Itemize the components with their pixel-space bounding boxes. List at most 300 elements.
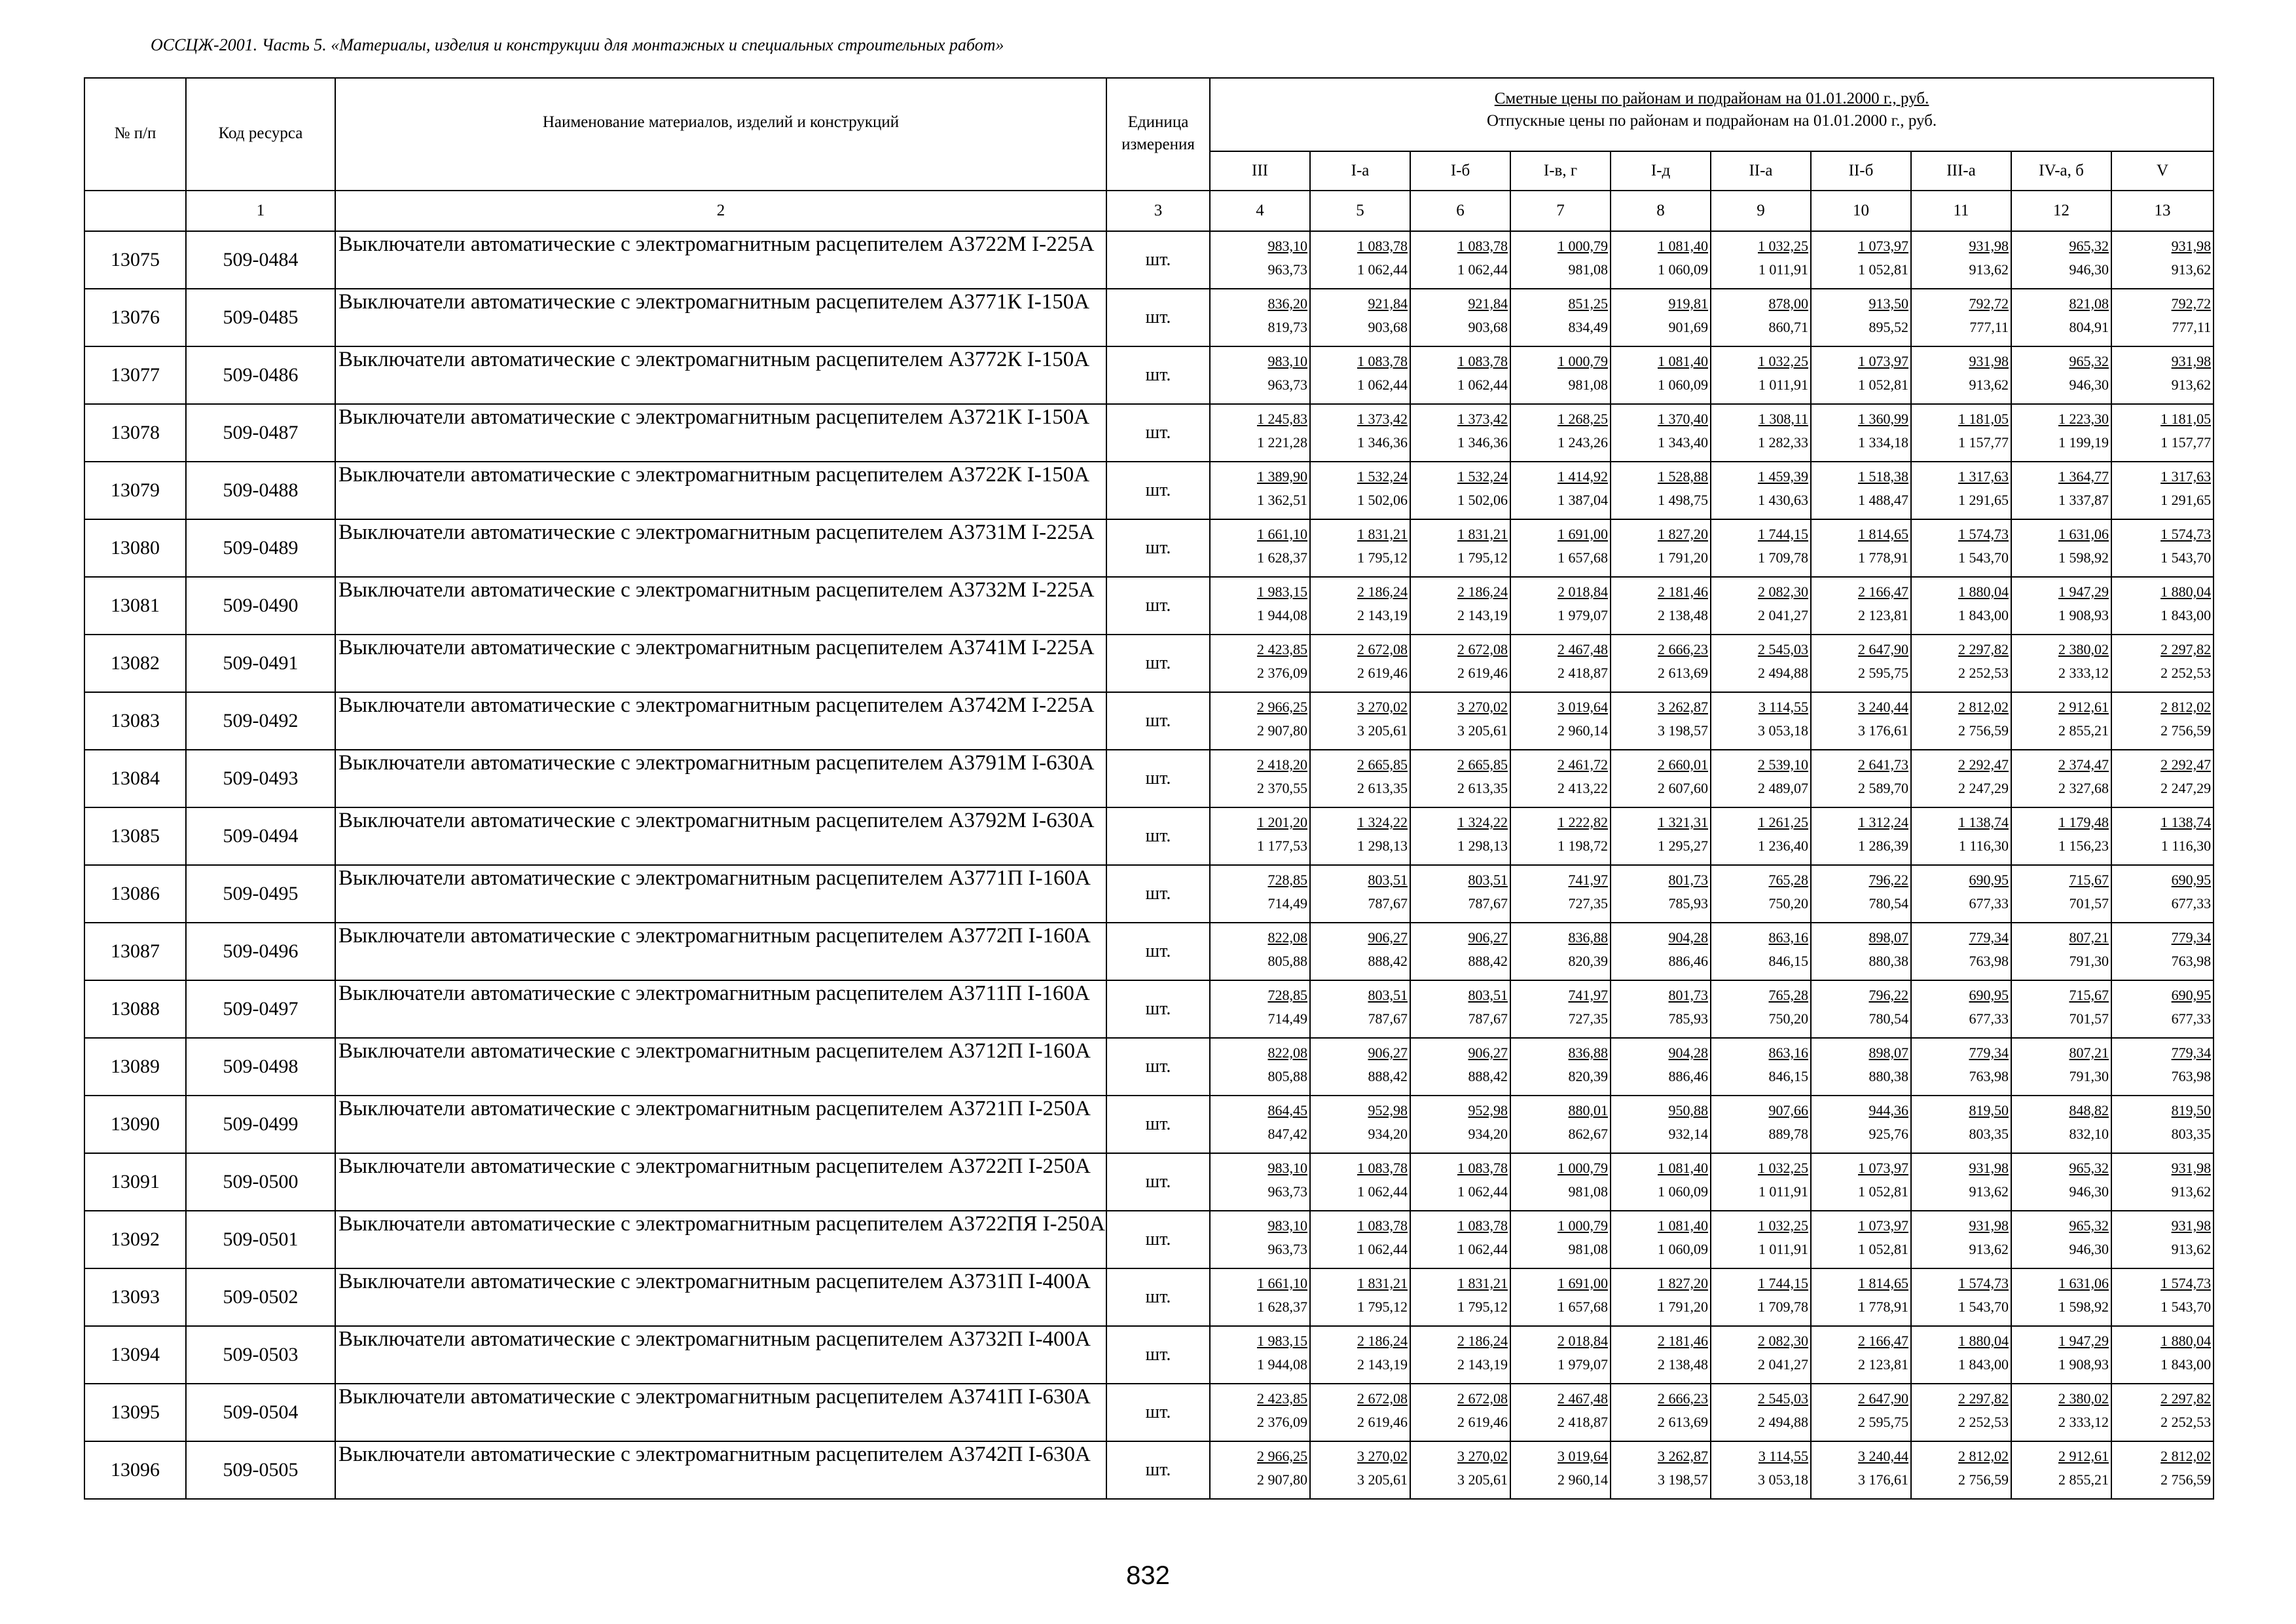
estimate-price: 931,98 [1969, 1217, 2009, 1234]
region-header: I-в, г [1510, 151, 1611, 191]
price-cell [2011, 980, 2111, 1038]
release-price: 1 502,06 [1357, 492, 1408, 508]
release-price: 2 143,19 [1357, 607, 1408, 623]
estimate-price: 1 081,40 [1658, 1217, 1708, 1234]
estimate-price: 2 672,08 [1457, 1390, 1508, 1407]
price-cell [1410, 980, 1510, 1038]
price-cell [1911, 865, 2011, 923]
release-price: 846,15 [1768, 1068, 1808, 1084]
estimate-price: 822,08 [1267, 929, 1307, 946]
resource-code: 509-0505 [186, 1441, 335, 1499]
estimate-price: 931,98 [1969, 1160, 2009, 1176]
resource-code: 509-0497 [186, 980, 335, 1038]
release-price: 2 138,48 [1658, 1356, 1708, 1373]
price-cell [1911, 635, 2011, 692]
release-price: 2 619,46 [1457, 1414, 1508, 1430]
release-price: 2 619,46 [1457, 665, 1508, 681]
release-price: 1 843,00 [2160, 607, 2212, 623]
release-price: 886,46 [1668, 1068, 1708, 1084]
release-price: 727,35 [1568, 895, 1608, 912]
price-cell [1410, 1211, 1510, 1268]
release-price: 901,69 [1668, 319, 1708, 335]
price-cell [1310, 577, 1410, 635]
column-number-blank [84, 191, 186, 231]
release-price: 1 346,36 [1357, 434, 1408, 451]
release-price: 1 052,81 [1858, 377, 1908, 393]
estimate-price: 1 081,40 [1658, 238, 1708, 254]
release-price: 1 052,81 [1858, 1183, 1908, 1200]
release-price: 963,73 [1267, 1241, 1307, 1257]
estimate-price: 2 641,73 [1858, 756, 1908, 773]
release-price: 1 843,00 [2160, 1356, 2212, 1373]
column-number: 1 [186, 191, 335, 231]
resource-code: 509-0486 [186, 346, 335, 404]
release-price: 963,73 [1267, 261, 1307, 278]
release-price: 677,33 [1969, 895, 2009, 912]
unit-cell: шт. [1106, 1384, 1210, 1441]
estimate-price: 1 181,05 [2160, 411, 2212, 427]
price-cell [1510, 1326, 1611, 1384]
price-cell [1911, 807, 2011, 865]
row-number: 13096 [84, 1441, 186, 1499]
region-header: III [1210, 151, 1310, 191]
price-cell [1210, 462, 1310, 519]
price-cell [1911, 519, 2011, 577]
estimate-price: 803,51 [1468, 987, 1508, 1003]
estimate-price: 2 666,23 [1658, 641, 1708, 657]
price-cell [2011, 1038, 2111, 1096]
material-name: Выключатели автоматические с электромагнитным расцепителем А3772К I-150А [335, 346, 1106, 404]
estimate-price: 821,08 [2069, 295, 2109, 312]
estimate-price: 2 292,47 [2160, 756, 2212, 773]
material-name: Выключатели автоматические с электромагнитным расцепителем А3731П I-400А [335, 1268, 1106, 1326]
release-price: 2 595,75 [1858, 665, 1908, 681]
estimate-price: 848,82 [2069, 1102, 2109, 1118]
material-name: Выключатели автоматические с электромагнитным расцепителем А3721П I-250А [335, 1096, 1106, 1153]
column-number: 7 [1510, 191, 1611, 231]
price-cell [1611, 923, 1711, 980]
row-number: 13093 [84, 1268, 186, 1326]
release-price: 2 756,59 [1958, 722, 2009, 739]
estimate-price: 690,95 [1969, 987, 2009, 1003]
release-price: 1 177,53 [1257, 838, 1307, 854]
release-price: 785,93 [1668, 895, 1708, 912]
estimate-price: 792,72 [2171, 295, 2212, 312]
release-price: 903,68 [1368, 319, 1408, 335]
price-cell [1210, 1153, 1310, 1211]
row-number: 13088 [84, 980, 186, 1038]
price-cell [1410, 1153, 1510, 1211]
release-price: 763,98 [2171, 953, 2212, 969]
estimate-price: 965,32 [2069, 1217, 2109, 1234]
material-name: Выключатели автоматические с электромагнитным расцепителем А3732П I-400А [335, 1326, 1106, 1384]
price-cell [2111, 1096, 2214, 1153]
release-price: 1 011,91 [1758, 377, 1808, 393]
estimate-price: 983,10 [1267, 1160, 1307, 1176]
release-price: 981,08 [1568, 261, 1608, 278]
price-cell [2011, 865, 2111, 923]
row-number: 13092 [84, 1211, 186, 1268]
table-row [84, 346, 2214, 404]
release-price: 946,30 [2069, 377, 2109, 393]
unit-cell: шт. [1106, 462, 1210, 519]
price-cell [2111, 1441, 2214, 1499]
release-price: 791,30 [2069, 1068, 2109, 1084]
price-cell [1410, 807, 1510, 865]
release-price: 963,73 [1267, 377, 1307, 393]
release-price: 1 498,75 [1658, 492, 1708, 508]
resource-code: 509-0502 [186, 1268, 335, 1326]
release-price: 1 062,44 [1357, 377, 1408, 393]
release-price: 889,78 [1768, 1126, 1808, 1142]
unit-cell: шт. [1106, 1441, 1210, 1499]
estimate-price: 898,07 [1868, 1044, 1908, 1061]
estimate-price: 3 270,02 [1457, 1448, 1508, 1464]
estimate-price: 1 081,40 [1658, 353, 1708, 369]
release-price: 780,54 [1868, 1010, 1908, 1027]
price-cell [1711, 923, 1811, 980]
release-price: 1 221,28 [1257, 434, 1307, 451]
price-cell [1811, 1096, 1911, 1153]
release-price: 1 346,36 [1457, 434, 1508, 451]
estimate-price: 2 297,82 [1958, 1390, 2009, 1407]
release-price: 1 543,70 [1958, 1299, 2009, 1315]
release-price: 1 060,09 [1658, 1183, 1708, 1200]
price-cell [1611, 346, 1711, 404]
table-row [84, 980, 2214, 1038]
price-cell [1811, 404, 1911, 462]
release-price: 3 205,61 [1457, 1471, 1508, 1488]
estimate-price: 3 114,55 [1758, 1448, 1808, 1464]
release-price: 925,76 [1868, 1126, 1908, 1142]
release-price: 1 062,44 [1457, 1241, 1508, 1257]
price-cell [1911, 231, 2011, 289]
price-cell [2111, 404, 2214, 462]
table-row [84, 1441, 2214, 1499]
price-cell [1410, 1326, 1510, 1384]
price-cell [1410, 346, 1510, 404]
table-row [84, 462, 2214, 519]
estimate-price: 1 073,97 [1858, 353, 1908, 369]
resource-code: 509-0496 [186, 923, 335, 980]
region-header: I-д [1611, 151, 1711, 191]
price-cell [1811, 1211, 1911, 1268]
release-price: 1 791,20 [1658, 549, 1708, 566]
price-cell [1510, 519, 1611, 577]
header-name: Наименование материалов, изделий и конструкций [335, 78, 1106, 191]
material-name: Выключатели автоматические с электромагнитным расцепителем А3742М I-225А [335, 692, 1106, 750]
release-price: 1 791,20 [1658, 1299, 1708, 1315]
release-price: 1 778,91 [1858, 549, 1908, 566]
price-cell [1210, 1441, 1310, 1499]
release-price: 981,08 [1568, 1241, 1608, 1257]
release-price: 2 619,46 [1357, 1414, 1408, 1430]
release-price: 677,33 [2171, 1010, 2212, 1027]
release-price: 805,88 [1267, 953, 1307, 969]
price-cell [1310, 1211, 1410, 1268]
release-price: 2 143,19 [1357, 1356, 1408, 1373]
price-cell [1711, 462, 1811, 519]
row-number: 13083 [84, 692, 186, 750]
resource-code: 509-0495 [186, 865, 335, 923]
estimate-price: 3 262,87 [1658, 1448, 1708, 1464]
price-cell [1711, 1326, 1811, 1384]
price-cell [1811, 346, 1911, 404]
price-cell [1711, 1384, 1811, 1441]
estimate-price: 906,27 [1468, 1044, 1508, 1061]
release-price: 1 362,51 [1257, 492, 1307, 508]
estimate-price: 1 000,79 [1558, 1217, 1608, 1234]
release-price: 1 598,92 [2058, 1299, 2109, 1315]
release-price: 1 062,44 [1357, 261, 1408, 278]
release-price: 787,67 [1468, 895, 1508, 912]
table-row [84, 231, 2214, 289]
estimate-price: 1 083,78 [1357, 353, 1408, 369]
release-price: 846,15 [1768, 953, 1808, 969]
unit-cell: шт. [1106, 1038, 1210, 1096]
price-cell [1711, 807, 1811, 865]
price-cell [1510, 635, 1611, 692]
price-cell [1711, 1441, 1811, 1499]
release-price: 2 252,53 [1958, 1414, 2009, 1430]
price-cell [1210, 1038, 1310, 1096]
release-price: 1 502,06 [1457, 492, 1508, 508]
material-name: Выключатели автоматические с электромагнитным расцепителем А3732М I-225А [335, 577, 1106, 635]
release-price: 895,52 [1868, 319, 1908, 335]
price-cell [1611, 1268, 1711, 1326]
price-cell [1410, 1268, 1510, 1326]
price-cell [1310, 635, 1410, 692]
estimate-price: 907,66 [1768, 1102, 1808, 1118]
price-cell [1611, 1326, 1711, 1384]
price-cell [1711, 635, 1811, 692]
table-row [84, 635, 2214, 692]
estimate-price: 863,16 [1768, 929, 1808, 946]
release-price: 787,67 [1468, 1010, 1508, 1027]
estimate-price: 819,50 [2171, 1102, 2212, 1118]
estimate-price: 1 532,24 [1357, 468, 1408, 485]
price-cell [1811, 231, 1911, 289]
price-cell [1210, 865, 1310, 923]
price-cell [1611, 1153, 1711, 1211]
price-cell [1310, 750, 1410, 807]
price-cell [1711, 865, 1811, 923]
estimate-price: 3 270,02 [1357, 1448, 1408, 1464]
price-cell [1611, 1384, 1711, 1441]
release-price: 805,88 [1267, 1068, 1307, 1084]
unit-cell: шт. [1106, 807, 1210, 865]
table-row [84, 1326, 2214, 1384]
price-cell [1611, 1211, 1711, 1268]
estimate-price: 779,34 [2171, 929, 2212, 946]
price-cell [1510, 750, 1611, 807]
price-cell [2011, 1384, 2111, 1441]
release-price: 2 855,21 [2058, 722, 2109, 739]
estimate-price: 2 018,84 [1558, 583, 1608, 600]
release-price: 913,62 [1969, 1183, 2009, 1200]
price-cell [2111, 635, 2214, 692]
release-price: 1 156,23 [2058, 838, 2109, 854]
price-cell [1811, 577, 1911, 635]
price-cell [1911, 289, 2011, 346]
price-cell [2111, 750, 2214, 807]
release-price: 1 060,09 [1658, 377, 1708, 393]
release-price: 2 613,35 [1357, 780, 1408, 796]
row-number: 13075 [84, 231, 186, 289]
release-price: 803,35 [2171, 1126, 2212, 1142]
estimate-price: 906,27 [1368, 929, 1408, 946]
price-cell [1711, 346, 1811, 404]
estimate-price: 1 661,10 [1257, 1275, 1307, 1291]
unit-cell: шт. [1106, 865, 1210, 923]
estimate-price: 1 983,15 [1257, 1333, 1307, 1349]
estimate-price: 1 083,78 [1357, 1160, 1408, 1176]
release-price: 3 176,61 [1858, 1471, 1908, 1488]
estimate-price: 1 574,73 [2160, 1275, 2212, 1291]
price-cell [2011, 289, 2111, 346]
estimate-price: 1 631,06 [2058, 526, 2109, 542]
price-cell [1310, 462, 1410, 519]
price-cell [1210, 635, 1310, 692]
estimate-price: 1 880,04 [1958, 583, 2009, 600]
estimate-price: 1 880,04 [2160, 1333, 2212, 1349]
release-price: 2 607,60 [1658, 780, 1708, 796]
resource-code: 509-0493 [186, 750, 335, 807]
release-price: 2 041,27 [1758, 1356, 1808, 1373]
release-price: 804,91 [2069, 319, 2109, 335]
estimate-price: 801,73 [1668, 987, 1708, 1003]
release-price: 888,42 [1368, 953, 1408, 969]
release-price: 913,62 [2171, 1183, 2212, 1200]
estimate-price: 1 083,78 [1357, 1217, 1408, 1234]
unit-cell: шт. [1106, 1096, 1210, 1153]
release-price: 1 843,00 [1958, 607, 2009, 623]
price-cell [1410, 519, 1510, 577]
price-cell [1410, 1096, 1510, 1153]
release-price: 2 333,12 [2058, 665, 2109, 681]
price-cell [1911, 750, 2011, 807]
region-header: I-а [1310, 151, 1410, 191]
estimate-price: 1 308,11 [1758, 411, 1808, 427]
column-number: 8 [1611, 191, 1711, 231]
table-row [84, 865, 2214, 923]
estimate-price: 1 000,79 [1558, 238, 1608, 254]
price-cell [1811, 1384, 1911, 1441]
estimate-price: 2 812,02 [1958, 699, 2009, 715]
material-name: Выключатели автоматические с электромагнитным расцепителем А3722К I-150А [335, 462, 1106, 519]
row-number: 13090 [84, 1096, 186, 1153]
price-cell [1711, 980, 1811, 1038]
estimate-price: 2 912,61 [2058, 1448, 2109, 1464]
header-prices-estimate: Сметные цены по районам и подрайонам на 01.01.2000 г., руб. [1494, 90, 1929, 107]
price-cell [2011, 1153, 2111, 1211]
price-cell [1410, 462, 1510, 519]
material-name: Выключатели автоматические с электромагнитным расцепителем А3722ПЯ I-250А [335, 1211, 1106, 1268]
estimate-price: 2 297,82 [1958, 641, 2009, 657]
release-price: 888,42 [1468, 1068, 1508, 1084]
price-cell [1711, 1038, 1811, 1096]
estimate-price: 779,34 [1969, 929, 2009, 946]
estimate-price: 2 672,08 [1357, 1390, 1408, 1407]
release-price: 847,42 [1267, 1126, 1307, 1142]
column-number: 5 [1310, 191, 1410, 231]
estimate-price: 2 665,85 [1457, 756, 1508, 773]
price-cell [2111, 1211, 2214, 1268]
estimate-price: 3 270,02 [1357, 699, 1408, 715]
row-number: 13077 [84, 346, 186, 404]
estimate-price: 807,21 [2069, 929, 2109, 946]
release-price: 2 247,29 [2160, 780, 2212, 796]
estimate-price: 2 018,84 [1558, 1333, 1608, 1349]
price-cell [1310, 1038, 1410, 1096]
release-price: 1 157,77 [2160, 434, 2212, 451]
estimate-price: 2 545,03 [1758, 1390, 1808, 1407]
unit-cell: шт. [1106, 346, 1210, 404]
release-price: 913,62 [2171, 1241, 2212, 1257]
estimate-price: 1 631,06 [2058, 1275, 2109, 1291]
price-cell [1811, 750, 1911, 807]
price-cell [1811, 1153, 1911, 1211]
price-cell [1911, 1441, 2011, 1499]
price-cell [1510, 980, 1611, 1038]
price-cell [1410, 635, 1510, 692]
estimate-price: 3 240,44 [1858, 1448, 1908, 1464]
resource-code: 509-0487 [186, 404, 335, 462]
price-cell [1310, 807, 1410, 865]
price-cell [1310, 923, 1410, 980]
price-cell [2111, 923, 2214, 980]
material-name: Выключатели автоматические с электромагнитным расцепителем А3711П I-160А [335, 980, 1106, 1038]
estimate-price: 765,28 [1768, 872, 1808, 888]
estimate-price: 851,25 [1568, 295, 1608, 312]
unit-cell: шт. [1106, 1268, 1210, 1326]
estimate-price: 1 000,79 [1558, 353, 1608, 369]
estimate-price: 822,08 [1267, 1044, 1307, 1061]
price-cell [1711, 692, 1811, 750]
price-cell [1410, 1038, 1510, 1096]
price-cell [1711, 1211, 1811, 1268]
price-cell [2011, 1441, 2111, 1499]
estimate-price: 906,27 [1468, 929, 1508, 946]
price-cell [1711, 1153, 1811, 1211]
estimate-price: 1 138,74 [2160, 814, 2212, 830]
estimate-price: 2 181,46 [1658, 1333, 1708, 1349]
release-price: 3 053,18 [1758, 722, 1808, 739]
release-price: 803,35 [1969, 1126, 2009, 1142]
release-price: 677,33 [2171, 895, 2212, 912]
estimate-price: 1 414,92 [1558, 468, 1608, 485]
estimate-price: 2 181,46 [1658, 583, 1708, 600]
estimate-price: 1 073,97 [1858, 1217, 1908, 1234]
estimate-price: 931,98 [2171, 353, 2212, 369]
price-cell [1310, 1096, 1410, 1153]
price-cell [1611, 635, 1711, 692]
release-price: 1 657,68 [1558, 1299, 1608, 1315]
price-cell [1911, 346, 2011, 404]
release-price: 2 907,80 [1257, 722, 1307, 739]
estimate-price: 952,98 [1368, 1102, 1408, 1118]
estimate-price: 1 814,65 [1858, 1275, 1908, 1291]
estimate-price: 2 380,02 [2058, 1390, 2109, 1407]
table-row [84, 750, 2214, 807]
column-number: 12 [2011, 191, 2111, 231]
unit-cell: шт. [1106, 692, 1210, 750]
release-price: 1 295,27 [1658, 838, 1708, 854]
estimate-price: 1 032,25 [1758, 1160, 1808, 1176]
price-cell [1210, 1211, 1310, 1268]
release-price: 2 960,14 [1558, 722, 1608, 739]
material-name: Выключатели автоматические с электромагнитным расцепителем А3712П I-160А [335, 1038, 1106, 1096]
